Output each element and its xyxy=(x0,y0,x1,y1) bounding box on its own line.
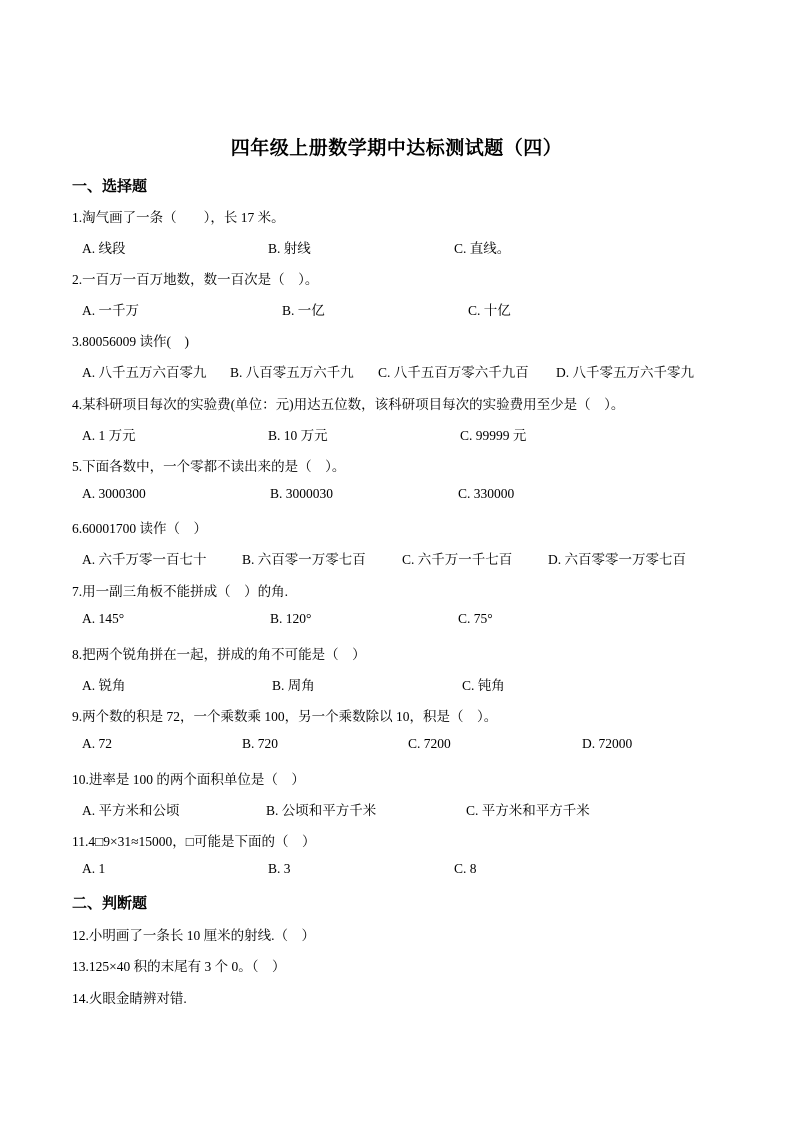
option-b: B. 六百零一万零七百 xyxy=(242,552,366,567)
options-7 xyxy=(82,611,722,629)
option-b: B. 八百零五万六千九 xyxy=(230,365,354,380)
question-1: 1.淘气画了一条（ ），长 17 米。 xyxy=(72,210,285,225)
option-c: C. 钝角 xyxy=(462,678,505,693)
option-a: A. 一千万 xyxy=(82,303,139,318)
option-b: B. 720 xyxy=(242,736,279,751)
question-11: 11.4□9×31≈15000，□可能是下面的（ ） xyxy=(72,834,316,849)
options-5 xyxy=(82,486,722,504)
question-7: 7.用一副三角板不能拼成（ ）的角. xyxy=(72,584,288,599)
option-c: C. 330000 xyxy=(458,486,515,501)
question-6: 6.60001700 读作（ ） xyxy=(72,521,207,536)
option-a: A. 八千五万六百零九 xyxy=(82,365,207,380)
option-a: A. 平方米和公顷 xyxy=(82,803,180,818)
options-3 xyxy=(82,361,722,379)
option-b: B. 120° xyxy=(270,611,312,626)
options-10 xyxy=(82,799,722,817)
option-d: D. 八千零五万六千零九 xyxy=(556,365,694,380)
option-c: C. 六千万一千七百 xyxy=(402,552,513,567)
option-c: C. 八千五百万零六千九百 xyxy=(378,365,529,380)
question-12: 12.小明画了一条长 10 厘米的射线.（ ） xyxy=(72,928,315,943)
options-11 xyxy=(82,861,722,879)
option-c: C. 平方米和平方千米 xyxy=(466,803,590,818)
option-b: B. 周角 xyxy=(272,678,315,693)
question-2: 2.一百万一百万地数，数一百次是（ ）。 xyxy=(72,272,319,287)
option-b: B. 3 xyxy=(268,861,291,876)
question-13: 13.125×40 积的末尾有 3 个 0。（ ） xyxy=(72,959,286,974)
option-a: A. 1 xyxy=(82,861,106,876)
option-c: C. 75° xyxy=(458,611,493,626)
option-b: B. 10 万元 xyxy=(268,428,328,443)
options-9 xyxy=(82,736,722,754)
option-a: A. 72 xyxy=(82,736,112,751)
option-c: C. 99999 元 xyxy=(460,428,527,443)
options-1 xyxy=(82,237,722,255)
options-4 xyxy=(82,424,722,442)
option-c: C. 十亿 xyxy=(468,303,511,318)
question-3: 3.80056009 读作( ) xyxy=(72,334,189,349)
options-2 xyxy=(82,299,722,317)
question-14: 14.火眼金睛辨对错. xyxy=(72,991,187,1006)
option-c: C. 7200 xyxy=(408,736,451,751)
option-c: C. 直线。 xyxy=(454,241,511,256)
option-a: A. 锐角 xyxy=(82,678,126,693)
option-b: B. 一亿 xyxy=(282,303,325,318)
option-a: A. 145° xyxy=(82,611,125,626)
question-8: 8.把两个锐角拼在一起，拼成的角不可能是（ ） xyxy=(72,647,366,662)
question-9: 9.两个数的积是 72，一个乘数乘 100，另一个乘数除以 10，积是（ ）。 xyxy=(72,709,498,724)
option-d: D. 六百零零一万零七百 xyxy=(548,552,686,567)
section-heading-choice: 一、选择题 xyxy=(72,179,148,195)
option-d: D. 72000 xyxy=(582,736,633,751)
option-b: B. 3000030 xyxy=(270,486,334,501)
section-heading-judgement: 二、判断题 xyxy=(72,896,148,912)
option-b: B. 公顷和平方千米 xyxy=(266,803,377,818)
options-6 xyxy=(82,548,722,566)
option-c: C. 8 xyxy=(454,861,477,876)
option-a: A. 1 万元 xyxy=(82,428,136,443)
question-5: 5.下面各数中，一个零都不读出来的是（ ）。 xyxy=(72,459,346,474)
page-title: 四年级上册数学期中达标测试题（四） xyxy=(230,138,563,159)
option-b: B. 射线 xyxy=(268,241,311,256)
option-a: A. 六千万零一百七十 xyxy=(82,552,207,567)
option-a: A. 3000300 xyxy=(82,486,146,501)
question-4: 4.某科研项目每次的实验费(单位：元)用达五位数，该科研项目每次的实验费用至少是（ ）。 xyxy=(72,397,625,412)
question-10: 10.进率是 100 的两个面积单位是（ ） xyxy=(72,772,305,787)
options-8 xyxy=(82,674,722,692)
option-a: A. 线段 xyxy=(82,241,126,256)
